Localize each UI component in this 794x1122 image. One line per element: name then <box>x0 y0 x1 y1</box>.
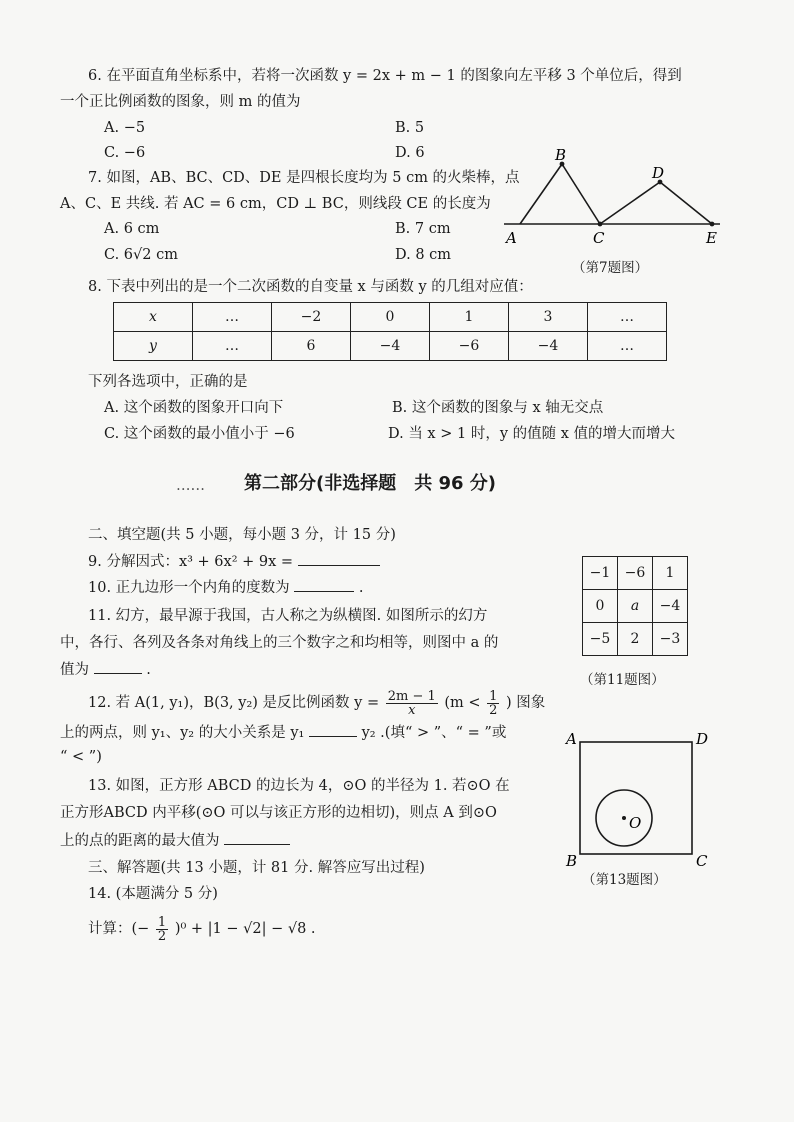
q14-pre: 计算：(− <box>88 921 150 937</box>
q8-option-a: A. 这个函数的图象开口向下 <box>104 400 284 416</box>
q6-option-d: D. 6 <box>395 145 425 161</box>
q7-line2: A、C、E 共线. 若 AC = 6 cm，CD ⊥ BC，则线段 CE 的长度为 <box>60 196 491 212</box>
table-cell: y <box>114 332 193 361</box>
q9-line <box>88 551 380 572</box>
label-a: A <box>566 730 577 748</box>
label-a: A <box>506 229 517 247</box>
q14-frac-den: 2 <box>157 928 167 944</box>
q14-expression <box>88 912 316 946</box>
table-cell: −5 <box>583 623 618 656</box>
q7-option-d: D. 8 cm <box>395 247 452 263</box>
q9-answer-blank[interactable] <box>298 551 380 566</box>
q13-line3-text: 上的点的距离的最大值为 <box>60 833 220 849</box>
label-b: B <box>566 852 578 870</box>
q9-text: 9. 分解因式：x³ + 6x² + 9x = <box>88 554 294 570</box>
table-cell: x <box>114 303 193 332</box>
q10-answer-blank[interactable] <box>294 577 354 592</box>
q8-value-table <box>113 302 667 361</box>
q11-caption: （第11题图） <box>580 672 665 688</box>
table-row <box>583 623 688 656</box>
table-row-y <box>114 332 667 361</box>
q12-line1 <box>88 686 545 720</box>
matchstick-cd <box>600 182 660 224</box>
q12-cond-den: 2 <box>489 702 498 718</box>
table-row <box>583 590 688 623</box>
q12-cond-pre: (m < <box>444 695 481 711</box>
q12-line2 <box>60 722 506 743</box>
q8-stem: 8. 下表中列出的是一个二次函数的自变量 x 与函数 y 的几组对应值： <box>88 279 533 295</box>
q7-option-a: A. 6 cm <box>104 221 160 237</box>
table-cell: −4 <box>351 332 430 361</box>
table-cell: 1 <box>430 303 509 332</box>
q11-line3: 值为 . <box>60 659 151 680</box>
table-cell: … <box>588 332 667 361</box>
table-cell: −2 <box>272 303 351 332</box>
q6-line2: 一个正比例函数的图象，则 m 的值为 <box>60 94 301 110</box>
q13-line3 <box>60 830 290 851</box>
matchstick-de <box>660 182 712 224</box>
q10-line: 10. 正九边形一个内角的度数为 . <box>88 577 364 598</box>
q12-frac-num: 2m − 1 <box>387 688 436 704</box>
q8-option-d: D. 当 x > 1 时，y 的值随 x 值的增大而增大 <box>388 426 676 442</box>
q13-answer-blank[interactable] <box>224 830 290 845</box>
q8-option-c: C. 这个函数的最小值小于 −6 <box>104 426 295 442</box>
q13-caption: （第13题图） <box>582 872 667 888</box>
q7-figure <box>500 146 730 247</box>
table-cell: 0 <box>583 590 618 623</box>
point-e-dot <box>710 222 715 227</box>
label-b: B <box>555 146 567 164</box>
label-c: C <box>593 229 605 247</box>
table-cell: 0 <box>351 303 430 332</box>
table-cell: −3 <box>653 623 688 656</box>
table-cell: −6 <box>618 557 653 590</box>
table-cell: … <box>193 303 272 332</box>
label-e: E <box>706 229 717 247</box>
q14-post: )⁰ + |1 − √2| − √8 . <box>174 921 316 937</box>
label-d: D <box>652 164 665 182</box>
point-c-dot <box>598 222 603 227</box>
table-row-x <box>114 303 667 332</box>
table-cell: a <box>618 590 653 623</box>
table-cell: −4 <box>509 332 588 361</box>
q11-magic-square <box>582 556 688 656</box>
q12-frac-den: x <box>408 702 416 718</box>
q12-cond-num: 1 <box>489 688 498 704</box>
section3-title: 三、解答题(共 13 小题，计 81 分. 解答应写出过程) <box>88 860 425 876</box>
section2-title: 二、填空题(共 5 小题，每小题 3 分，计 15 分) <box>88 527 396 543</box>
q12-cond-fraction <box>487 690 499 717</box>
q13-line2: 正方形ABCD 内平移(⊙O 可以与该正方形的边相切)，则点 A 到⊙O <box>60 805 497 821</box>
q10-text: 10. 正九边形一个内角的度数为 <box>88 580 290 596</box>
q12-answer-blank[interactable] <box>309 722 357 737</box>
q13-figure <box>566 728 716 878</box>
center-o-dot <box>622 816 626 820</box>
table-cell: 2 <box>618 623 653 656</box>
table-cell: 6 <box>272 332 351 361</box>
q7-line1: 7. 如图，AB、BC、CD、DE 是四根长度均为 5 cm 的火柴棒，点 <box>88 170 520 186</box>
table-cell: −6 <box>430 332 509 361</box>
q13-line1: 13. 如图，正方形 ABCD 的边长为 4，⊙O 的半径为 1. 若⊙O 在 <box>88 778 510 794</box>
part2-title: 第二部分(非选择题 共 96 分) <box>244 473 497 494</box>
q7-caption: （第7题图） <box>572 260 649 276</box>
q7-option-c: C. 6√2 cm <box>104 247 178 263</box>
q6-option-c: C. −6 <box>104 145 146 161</box>
matchstick-bc <box>562 164 600 224</box>
q12-line2-post: y₂ .(填“ > ”、“ = ”或 <box>361 725 507 741</box>
table-cell: −1 <box>583 557 618 590</box>
q6-option-a: A. −5 <box>104 120 146 136</box>
table-row <box>583 557 688 590</box>
q8-prompt: 下列各选项中，正确的是 <box>88 374 248 390</box>
q12-post: ) 图象 <box>506 695 546 711</box>
part2-dots: …… <box>176 478 205 494</box>
label-d: D <box>696 730 709 748</box>
q14-fraction <box>156 916 168 943</box>
square-abcd <box>580 742 692 854</box>
q12-line2-pre: 上的两点，则 y₁、y₂ 的大小关系是 y₁ <box>60 725 305 741</box>
q6-option-b: B. 5 <box>395 120 425 136</box>
table-cell: 3 <box>509 303 588 332</box>
label-o: O <box>629 814 642 832</box>
q14-frac-num: 1 <box>157 914 167 930</box>
q11-line2: 中，各行、各列及各条对角线上的三个数字之和均相等，则图中 a 的 <box>60 635 499 651</box>
matchstick-ab <box>520 164 562 224</box>
q14-title: 14. (本题满分 5 分) <box>88 886 218 902</box>
table-cell: … <box>588 303 667 332</box>
table-cell: … <box>193 332 272 361</box>
q8-option-b: B. 这个函数的图象与 x 轴无交点 <box>392 400 604 416</box>
q11-answer-blank[interactable] <box>94 659 142 674</box>
label-c: C <box>696 852 708 870</box>
q11-line1: 11. 幻方，最早源于我国，古人称之为纵横图. 如图所示的幻方 <box>88 608 488 624</box>
q12-line3: “ < ”) <box>60 749 102 765</box>
q6-line1: 6. 在平面直角坐标系中，若将一次函数 y = 2x + m − 1 的图象向左平移 3 个单位后，得到 <box>88 68 682 84</box>
table-cell: −4 <box>653 590 688 623</box>
table-cell: 1 <box>653 557 688 590</box>
q12-fraction <box>386 690 438 717</box>
q7-option-b: B. 7 cm <box>395 221 451 237</box>
q12-pre: 12. 若 A(1, y₁)，B(3, y₂) 是反比例函数 y = <box>88 695 380 711</box>
q11-line3-text: 值为 <box>60 662 89 678</box>
